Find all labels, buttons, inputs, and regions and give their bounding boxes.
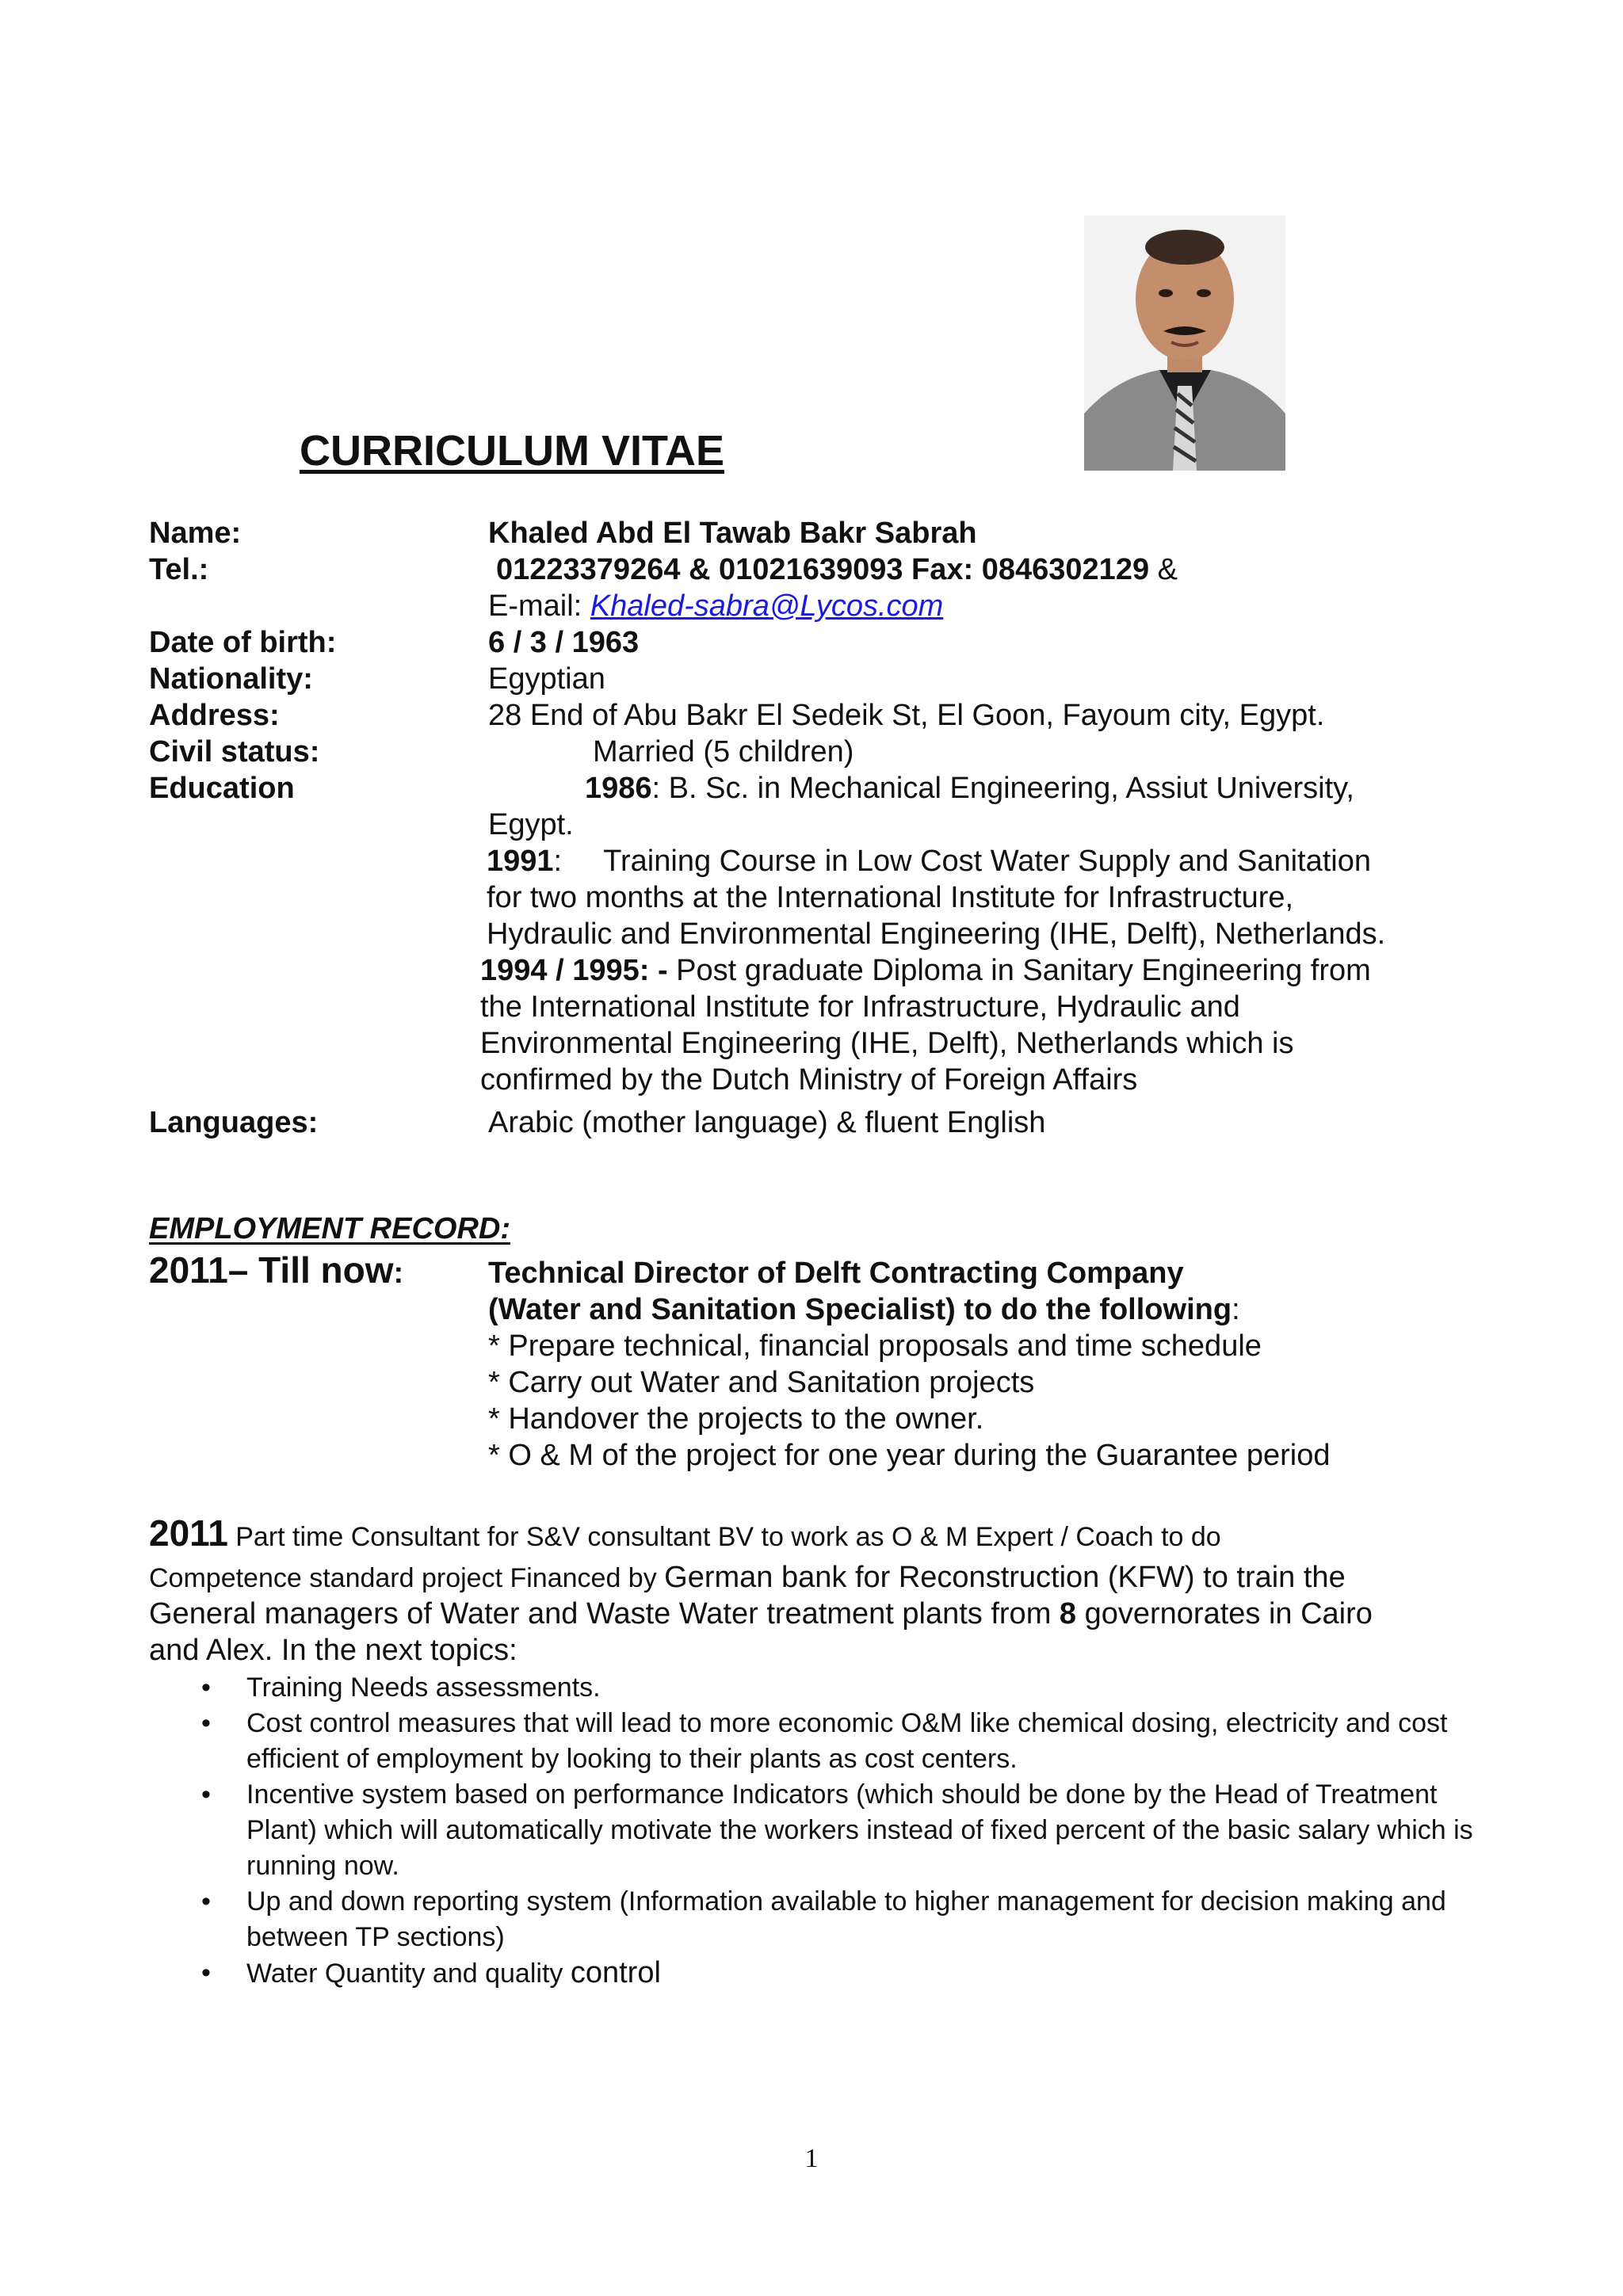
- education-separator: : -: [639, 954, 668, 987]
- education-text-continued: for two months at the International Institute for Infrastructure,: [487, 881, 1294, 914]
- address-label: Address:: [149, 699, 280, 732]
- education-text: : Training Course in Low Cost Water Supply and Sanitation: [553, 845, 1372, 878]
- document-title: CURRICULUM VITAE: [300, 427, 724, 475]
- list-item: • Training Needs assessments.: [149, 1670, 1496, 1706]
- civil-status-value: Married (5 children): [593, 735, 854, 769]
- list-item: [149, 1955, 1496, 1992]
- job-task: * Prepare technical, financial proposals and time schedule: [488, 1329, 1262, 1363]
- job2-text: Competence standard project Financed by: [149, 1563, 665, 1593]
- education-text: : B. Sc. in Mechanical Engineering, Assiut University,: [651, 772, 1354, 805]
- job-task: * O & M of the project for one year during the Guarantee period: [488, 1439, 1331, 1472]
- list-item-text: control: [570, 1956, 661, 1989]
- job2-year: 2011: [149, 1512, 228, 1554]
- portrait-photo: [1084, 215, 1285, 471]
- nationality-value: Egyptian: [488, 662, 605, 696]
- education-entry-1986: [585, 770, 1354, 807]
- employment-heading: EMPLOYMENT RECORD:: [149, 1212, 510, 1245]
- education-year: 1994 / 1995: [480, 954, 640, 987]
- job2-line1: [149, 1512, 1496, 1555]
- education-text-continued: Egypt.: [488, 808, 574, 841]
- tel-label: Tel.:: [149, 553, 209, 586]
- education-entry-1994: [480, 952, 1371, 989]
- job-period-text: 2011– Till now: [149, 1249, 394, 1291]
- job2-governorate-count: 8: [1059, 1597, 1077, 1630]
- job-title-line2: [488, 1291, 1240, 1328]
- name-value: Khaled Abd El Tawab Bakr Sabrah: [488, 517, 977, 550]
- job2-text: General managers of Water and Waste Water treatment plants from: [149, 1597, 1060, 1630]
- job2-text: Part time Consultant for S&V consultant BV to work as O & M Expert / Coach to do: [227, 1522, 1221, 1552]
- address-value: 28 End of Abu Bakr El Sedeik St, El Goon, Fayoum city, Egypt.: [488, 699, 1325, 732]
- page-number: 1: [804, 2144, 819, 2173]
- job-period: [149, 1249, 403, 1291]
- tel-value: [496, 551, 1178, 588]
- job2-line2: [149, 1559, 1496, 1596]
- education-year: 1986: [585, 772, 652, 805]
- email-label: E-mail:: [488, 589, 582, 623]
- job2-line3: [149, 1596, 1496, 1632]
- job2-line4: and Alex. In the next topics:: [149, 1634, 517, 1667]
- tel-numbers: 01223379264 & 01021639093 Fax: 0846302129: [496, 553, 1150, 586]
- education-year: 1991: [487, 845, 554, 878]
- education-label: Education: [149, 772, 295, 805]
- job-task: * Handover the projects to the owner.: [488, 1402, 984, 1436]
- email-link[interactable]: Khaled-sabra@Lycos.com: [590, 589, 944, 623]
- languages-value: Arabic (mother language) & fluent English: [488, 1106, 1046, 1139]
- list-item: • Incentive system based on performance Indicators (which should be done by the Head of Treatment Plant) which will automatically motivate the workers instead of fixed percent of the basic salary which is running now.: [149, 1777, 1496, 1884]
- job-period-colon: :: [393, 1257, 404, 1290]
- languages-label: Languages:: [149, 1106, 319, 1139]
- dob-label: Date of birth:: [149, 626, 337, 659]
- education-text-continued: confirmed by the Dutch Ministry of Foreign Affairs: [480, 1063, 1138, 1097]
- job-title: Technical Director of Delft Contracting Company: [488, 1257, 1184, 1290]
- job2-text: German bank for Reconstruction (KFW) to train the: [664, 1561, 1346, 1594]
- nationality-label: Nationality:: [149, 662, 313, 696]
- education-entry-1991: [487, 843, 1371, 879]
- list-item: • Up and down reporting system (Information available to higher management for decision making and between TP sections): [149, 1884, 1496, 1955]
- topics-list: [149, 1670, 1496, 1992]
- education-text-continued: Hydraulic and Environmental Engineering (IHE, Delft), Netherlands.: [487, 917, 1386, 951]
- education-text-continued: Environmental Engineering (IHE, Delft), Netherlands which is: [480, 1027, 1294, 1060]
- list-item: • Cost control measures that will lead to more economic O&M like chemical dosing, electricity and cost efficient of employment by looking to their plants as cost centers.: [149, 1706, 1496, 1777]
- job-task: * Carry out Water and Sanitation projects: [488, 1366, 1035, 1399]
- dob-value: 6 / 3 / 1963: [488, 626, 640, 659]
- tel-ampersand: &: [1157, 553, 1178, 586]
- portrait-photo-icon: [1084, 215, 1285, 471]
- civil-status-label: Civil status:: [149, 735, 320, 769]
- job-subtitle-colon: :: [1232, 1293, 1240, 1326]
- job-subtitle: (Water and Sanitation Specialist) to do the following: [488, 1293, 1232, 1326]
- job2-text: governorates in Cairo: [1076, 1597, 1373, 1630]
- list-item-text: Water Quantity and quality: [246, 1958, 571, 1989]
- education-text: Post graduate Diploma in Sanitary Engineering from: [667, 954, 1371, 987]
- education-text-continued: the International Institute for Infrastructure, Hydraulic and: [480, 990, 1240, 1024]
- email-row: [488, 588, 943, 624]
- name-label: Name:: [149, 517, 242, 550]
